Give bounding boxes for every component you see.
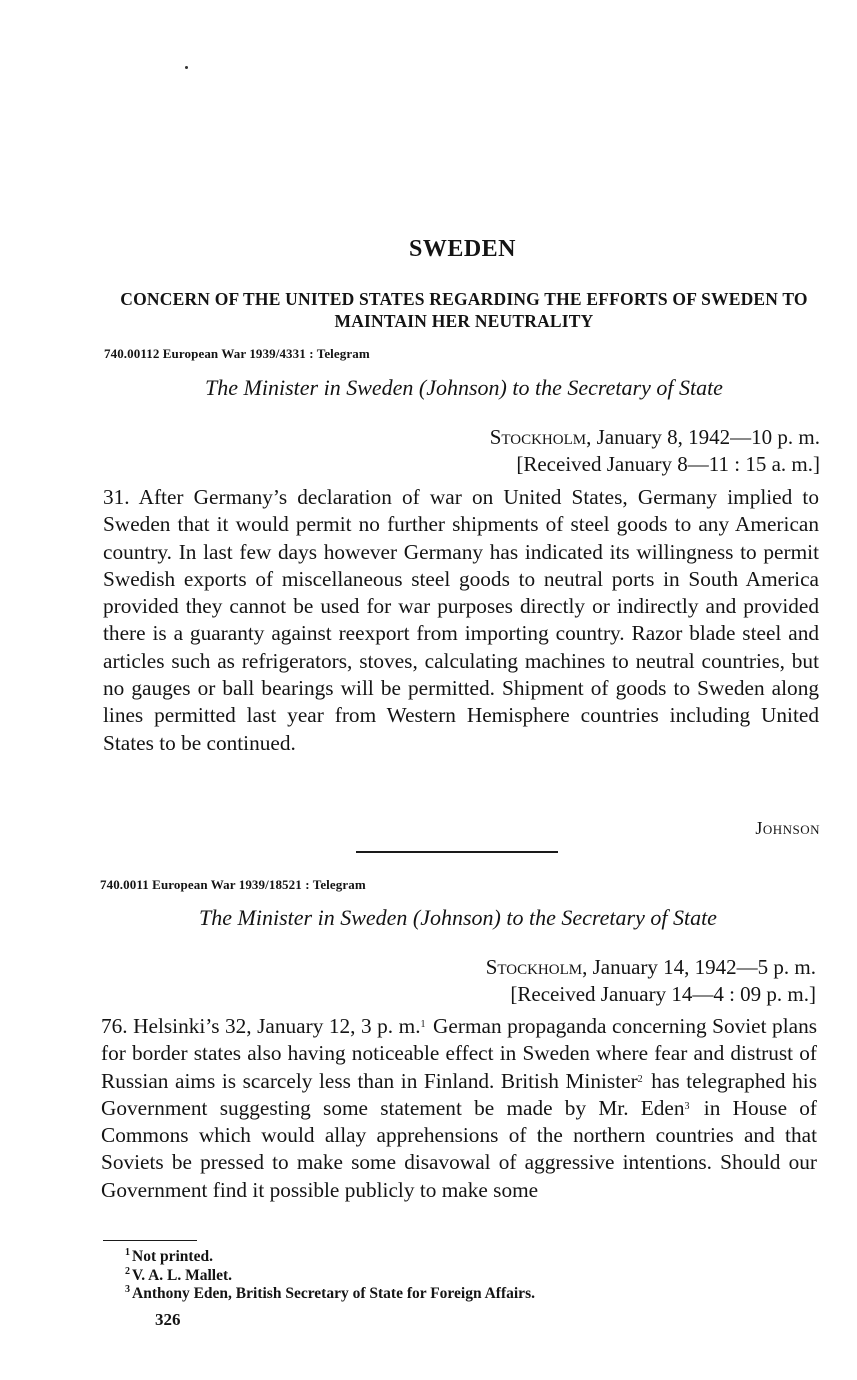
body-segment: German propaganda concerning Soviet plans for border states also having noticeable effect in Sweden where fear and distrust of Russian aims is scarcely less than in Finland. British Minister [101, 1014, 818, 1093]
footnotes [125, 1248, 535, 1304]
footnote-mark: 3 [125, 1284, 130, 1295]
telegram-body: 31. After Germany’s declaration of war on United States, Germany implied to Sweden that it would permit no further shipments of steel goods to any American country. In last few days however Germany has indicated its willingness to permit Swedish exports of miscellaneous steel goods to neutral ports in South America provided they cannot be used for war purposes directly or indirectly and provided there is a guaranty against reexport from importing country. Razor blade steel and articles such as refrigerators, stoves, calculating machines to neutral countries, but no gauges or ball bearings will be permitted. Shipment of goods to Sweden along lines permitted last year from Western Hemisphere countries including United States to be continued. [103, 485, 819, 755]
received-line: [Received January 8—11 : 15 a. m.] [516, 452, 820, 476]
dateline [320, 425, 820, 450]
footnote-ref: 3 [684, 1100, 690, 1112]
section-divider [356, 851, 558, 853]
file-reference: 740.00112 European War 1939/4331 : Telegram [104, 346, 370, 361]
footnote-text: V. A. L. Mallet. [132, 1266, 233, 1284]
footnote [125, 1285, 535, 1304]
body-segment: 76. Helsinki’s 32, January 12, 3 p. m. [101, 1014, 421, 1038]
document-heading: The Minister in Sweden (Johnson) to the Secretary of State [199, 905, 717, 930]
dateline-date: , January 14, 1942—5 p. m. [582, 955, 816, 979]
footnote-ref: 2 [637, 1073, 643, 1085]
country-title: SWEDEN [408, 236, 517, 262]
footnote-text: Not printed. [132, 1248, 213, 1265]
page-number: 326 [155, 1310, 181, 1329]
document-heading: The Minister in Sweden (Johnson) to the Secretary of State [205, 375, 723, 400]
footnote-rule [103, 1240, 197, 1241]
footnote-text: Anthony Eden, British Secretary of State for Foreign Affairs. [132, 1285, 535, 1302]
footnote-mark: 1 [125, 1247, 130, 1258]
footnote-ref: 1 [420, 1019, 426, 1030]
received-line: [Received January 14—4 : 09 p. m.] [510, 982, 816, 1006]
telegram-body [101, 1013, 817, 1204]
dateline-date: , January 8, 1942—10 p. m. [586, 425, 820, 449]
file-reference: 740.0011 European War 1939/18521 : Telegram [100, 877, 366, 892]
dateline [316, 955, 816, 980]
signature: Johnson [755, 818, 820, 838]
scan-speck [185, 66, 188, 69]
dateline-place: Stockholm [489, 425, 587, 449]
footnote [125, 1267, 535, 1286]
footnote-mark: 2 [125, 1265, 130, 1277]
section-title: CONCERN OF THE UNITED STATES REGARDING THE EFFORTS OF SWEDEN TO MAINTAIN HER NEUTRALITY [120, 289, 808, 331]
body-segment: in House of Commons which would allay apprehensions of the northern countries and that Soviets be pressed to make some disavowal of aggressive intentions. Should our Government find it possible publicly to make some [101, 1095, 818, 1202]
body-segment: has telegraphed his Government suggesting some statement be made by Mr. Eden [101, 1068, 818, 1120]
footnote [125, 1248, 535, 1267]
dateline-place: Stockholm [485, 955, 583, 979]
